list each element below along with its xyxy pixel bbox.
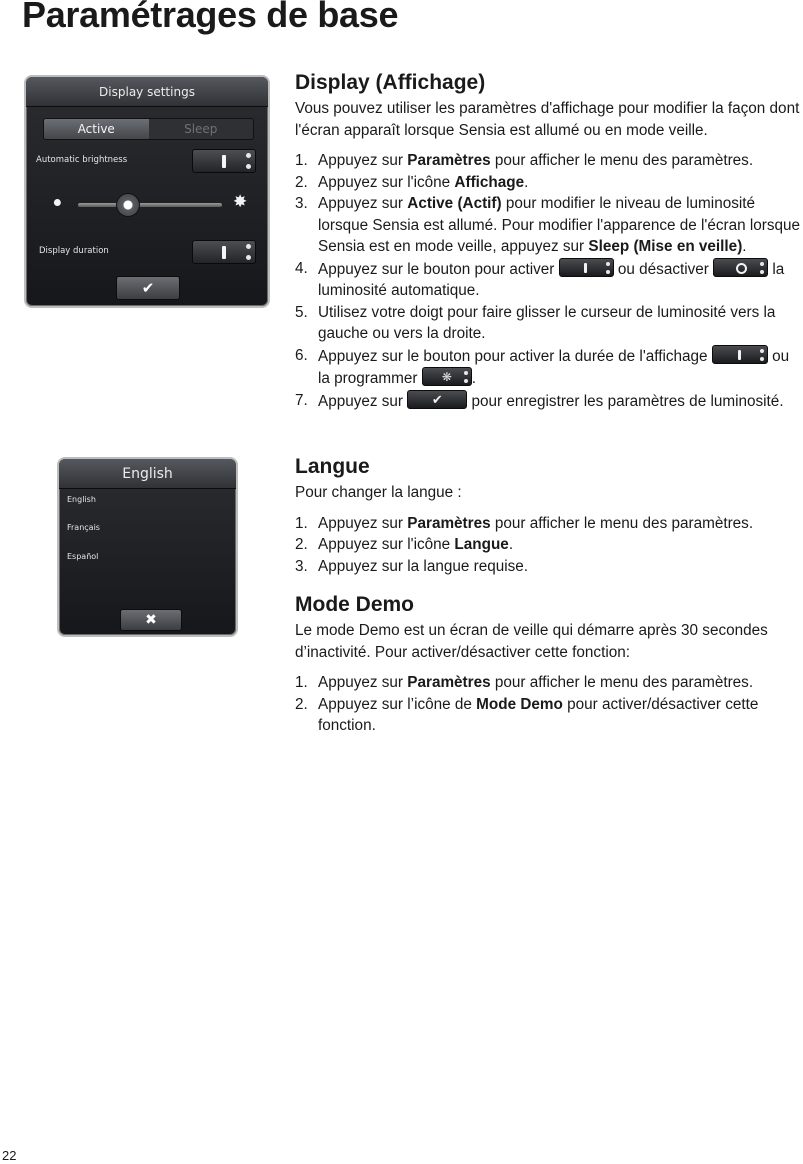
display-step: 6. Appuyez sur le bouton pour activer la durée de l'affichage ou la programmer ❋ . — [295, 346, 790, 387]
toggle-on-icon — [559, 258, 614, 277]
langue-steps — [295, 513, 803, 578]
display-section — [295, 70, 803, 412]
display-steps — [295, 150, 803, 412]
langue-step: 2. Appuyez sur l'icône Langue. — [295, 536, 514, 553]
display-step: 7. Appuyez sur ✔ pour enregistrer les paramètres de luminosité. — [295, 391, 784, 410]
brightness-slider-track — [78, 203, 222, 207]
language-header: English — [59, 459, 236, 489]
langue-heading: Langue — [295, 455, 370, 478]
page-title: Paramétrages de base — [22, 0, 399, 35]
tab-active: Active — [44, 119, 149, 139]
demo-step: 1. Appuyez sur Paramètres pour afficher le menu des paramètres. — [295, 674, 754, 691]
display-duration-toggle — [192, 240, 256, 264]
language-item-espanol: Español — [67, 552, 99, 561]
display-step: 2. Appuyez sur l'icône Affichage. — [295, 173, 529, 191]
display-step: 1. Appuyez sur Paramètres pour afficher le menu des paramètres. — [295, 152, 754, 169]
check-icon: ✔ — [116, 276, 180, 300]
display-step: 4. Appuyez sur le bouton pour activer ou désactiver la luminosité automatique. — [295, 259, 785, 299]
demo-section — [295, 592, 803, 737]
display-settings-screenshot — [24, 75, 270, 308]
langue-step: 3. Appuyez sur la langue requise. — [295, 557, 529, 575]
display-intro: Vous pouvez utiliser les paramètres d'affichage pour modifier la façon dont l'écran apparaît lorsque Sensia est allumé ou en mode veille. — [295, 100, 800, 139]
language-item-francais: Français — [67, 523, 100, 532]
toggle-off-icon — [713, 258, 768, 277]
tab-sleep: Sleep — [184, 122, 218, 136]
close-icon: ✖ — [120, 609, 182, 631]
display-duration-label: Display duration — [39, 246, 109, 256]
language-screenshot — [57, 457, 238, 637]
langue-step: 1. Appuyez sur Paramètres pour afficher le menu des paramètres. — [295, 514, 754, 532]
automatic-brightness-toggle — [192, 149, 256, 173]
brightness-slider-knob — [116, 193, 140, 217]
display-step: 5. Utilisez votre doigt pour faire glisser le curseur de luminosité vers la gauche ou vers la droite. — [295, 303, 776, 342]
demo-step: 2. Appuyez sur l’icône de Mode Demo pour activer/désactiver cette fonction. — [295, 695, 759, 734]
display-tabs — [43, 118, 254, 140]
check-icon: ✔ — [407, 390, 467, 409]
demo-heading: Mode Demo — [295, 593, 415, 616]
automatic-brightness-label: Automatic brightness — [36, 155, 128, 165]
display-heading: Display (Affichage) — [295, 71, 486, 94]
display-step: 3. Appuyez sur Active (Actif) pour modifier le niveau de luminosité lorsque Sensia est allumé. Pour modifier l'apparence de l'écran lorsque Sensia est en mode veille, appuyez sur Sleep (Mise en veille). — [295, 195, 801, 255]
toggle-on-icon — [712, 345, 768, 364]
demo-intro: Le mode Demo est un écran de veille qui démarre après 30 secondes d’inactivité. Pour activer/désactiver cette fonction: — [295, 622, 768, 661]
language-item-english: English — [67, 495, 96, 504]
bulb-bright-icon: ✸ — [233, 192, 248, 212]
schedule-icon: ❋ — [422, 367, 472, 386]
langue-intro: Pour changer la langue : — [295, 484, 462, 501]
bulb-dim-icon: ⚫ — [51, 194, 64, 212]
page-number: 22 — [2, 1148, 17, 1163]
display-settings-header: Display settings — [26, 77, 268, 107]
demo-steps — [295, 672, 803, 737]
langue-section — [295, 454, 803, 577]
